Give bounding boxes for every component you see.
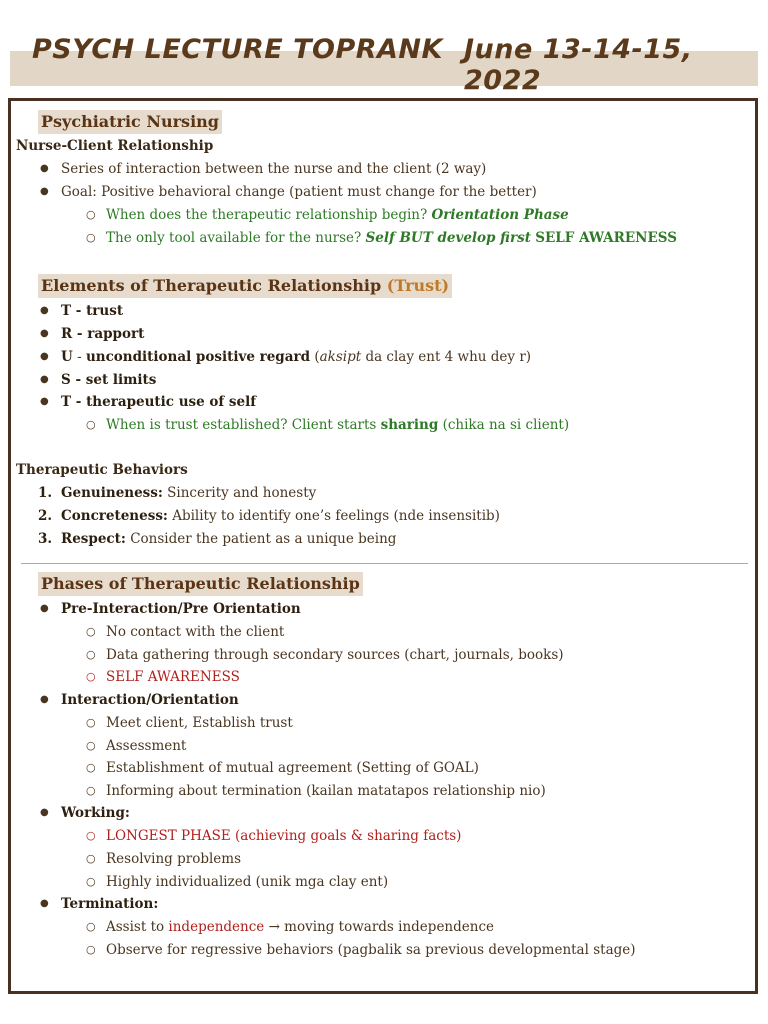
list-item: Concreteness: Ability to identify one’s feelings (nde insensitib) bbox=[61, 508, 500, 524]
list-item: T - trust bbox=[61, 303, 124, 319]
list-item: S - set limits bbox=[61, 372, 157, 388]
list-item: Establishment of mutual agreement (Setting of GOAL) bbox=[106, 760, 479, 776]
bullet-icon: ● bbox=[40, 186, 49, 197]
bullet-icon: ● bbox=[40, 328, 49, 339]
hollow-bullet-icon: ○ bbox=[86, 852, 96, 865]
list-item: Working: bbox=[61, 805, 130, 821]
hollow-bullet-icon: ○ bbox=[86, 208, 96, 221]
hollow-bullet-icon: ○ bbox=[86, 648, 96, 661]
bullet-icon: ● bbox=[40, 351, 49, 362]
hollow-bullet-icon: ○ bbox=[86, 670, 96, 683]
bullet-icon: ● bbox=[40, 163, 49, 174]
list-item: Goal: Positive behavioral change (patient must change for the better) bbox=[61, 184, 537, 200]
list-item: Meet client, Establish trust bbox=[106, 715, 293, 731]
list-item: Assist to independence → moving towards independence bbox=[106, 919, 494, 935]
section-heading-elements: Elements of Therapeutic Relationship (Trust) bbox=[38, 274, 452, 298]
list-number: 1. bbox=[38, 485, 53, 501]
list-item: Respect: Consider the patient as a unique being bbox=[61, 531, 397, 547]
list-item: Interaction/Orientation bbox=[61, 692, 239, 708]
hollow-bullet-icon: ○ bbox=[86, 625, 96, 638]
section-divider bbox=[21, 563, 748, 564]
list-item: Observe for regressive behaviors (pagbalik sa previous developmental stage) bbox=[106, 942, 636, 958]
section-heading-phases: Phases of Therapeutic Relationship bbox=[38, 572, 363, 596]
list-item: Assessment bbox=[106, 738, 187, 754]
lecture-date: June 13-14-15, 2022 bbox=[464, 34, 693, 96]
list-item: Termination: bbox=[61, 896, 159, 912]
list-item: Pre-Interaction/Pre Orientation bbox=[61, 601, 301, 617]
list-item: Resolving problems bbox=[106, 851, 241, 867]
bullet-icon: ● bbox=[40, 305, 49, 316]
hollow-bullet-icon: ○ bbox=[86, 875, 96, 888]
hollow-bullet-icon: ○ bbox=[86, 761, 96, 774]
list-item: Genuineness: Sincerity and honesty bbox=[61, 485, 317, 501]
bullet-icon: ● bbox=[40, 898, 49, 909]
list-item: Highly individualized (unik mga clay ent) bbox=[106, 874, 389, 890]
list-item: Series of interaction between the nurse and the client (2 way) bbox=[61, 161, 487, 177]
bullet-icon: ● bbox=[40, 396, 49, 407]
hollow-bullet-icon: ○ bbox=[86, 231, 96, 244]
list-item: When does the therapeutic relationship begin? Orientation Phase bbox=[106, 207, 569, 223]
list-item: No contact with the client bbox=[106, 624, 285, 640]
list-item: T - therapeutic use of self bbox=[61, 394, 257, 410]
bullet-icon: ● bbox=[40, 694, 49, 705]
lecture-title: PSYCH LECTURE TOPRANK bbox=[32, 34, 443, 65]
list-number: 3. bbox=[38, 531, 53, 547]
subheading-therapeutic-behaviors: Therapeutic Behaviors bbox=[16, 462, 188, 478]
hollow-bullet-icon: ○ bbox=[86, 829, 96, 842]
hollow-bullet-icon: ○ bbox=[86, 739, 96, 752]
bullet-icon: ● bbox=[40, 374, 49, 385]
subheading-nurse-client: Nurse-Client Relationship bbox=[16, 138, 214, 154]
list-item: LONGEST PHASE (achieving goals & sharing facts) bbox=[106, 828, 462, 844]
hollow-bullet-icon: ○ bbox=[86, 784, 96, 797]
section-heading-psychiatric-nursing: Psychiatric Nursing bbox=[38, 110, 222, 134]
list-item: Data gathering through secondary sources (chart, journals, books) bbox=[106, 647, 564, 663]
list-item: The only tool available for the nurse? Self BUT develop first SELF AWARENESS bbox=[106, 230, 677, 246]
bullet-icon: ● bbox=[40, 603, 49, 614]
notes-frame bbox=[8, 98, 758, 994]
list-item: U - unconditional positive regard (aksipt da clay ent 4 whu dey r) bbox=[61, 349, 532, 365]
list-item: Informing about termination (kailan matatapos relationship nio) bbox=[106, 783, 546, 799]
list-item: SELF AWARENESS bbox=[106, 669, 240, 685]
hollow-bullet-icon: ○ bbox=[86, 943, 96, 956]
hollow-bullet-icon: ○ bbox=[86, 716, 96, 729]
list-number: 2. bbox=[38, 508, 53, 524]
list-item: When is trust established? Client starts sharing (chika na si client) bbox=[106, 417, 570, 433]
list-item: R - rapport bbox=[61, 326, 145, 342]
bullet-icon: ● bbox=[40, 807, 49, 818]
hollow-bullet-icon: ○ bbox=[86, 920, 96, 933]
hollow-bullet-icon: ○ bbox=[86, 418, 96, 431]
